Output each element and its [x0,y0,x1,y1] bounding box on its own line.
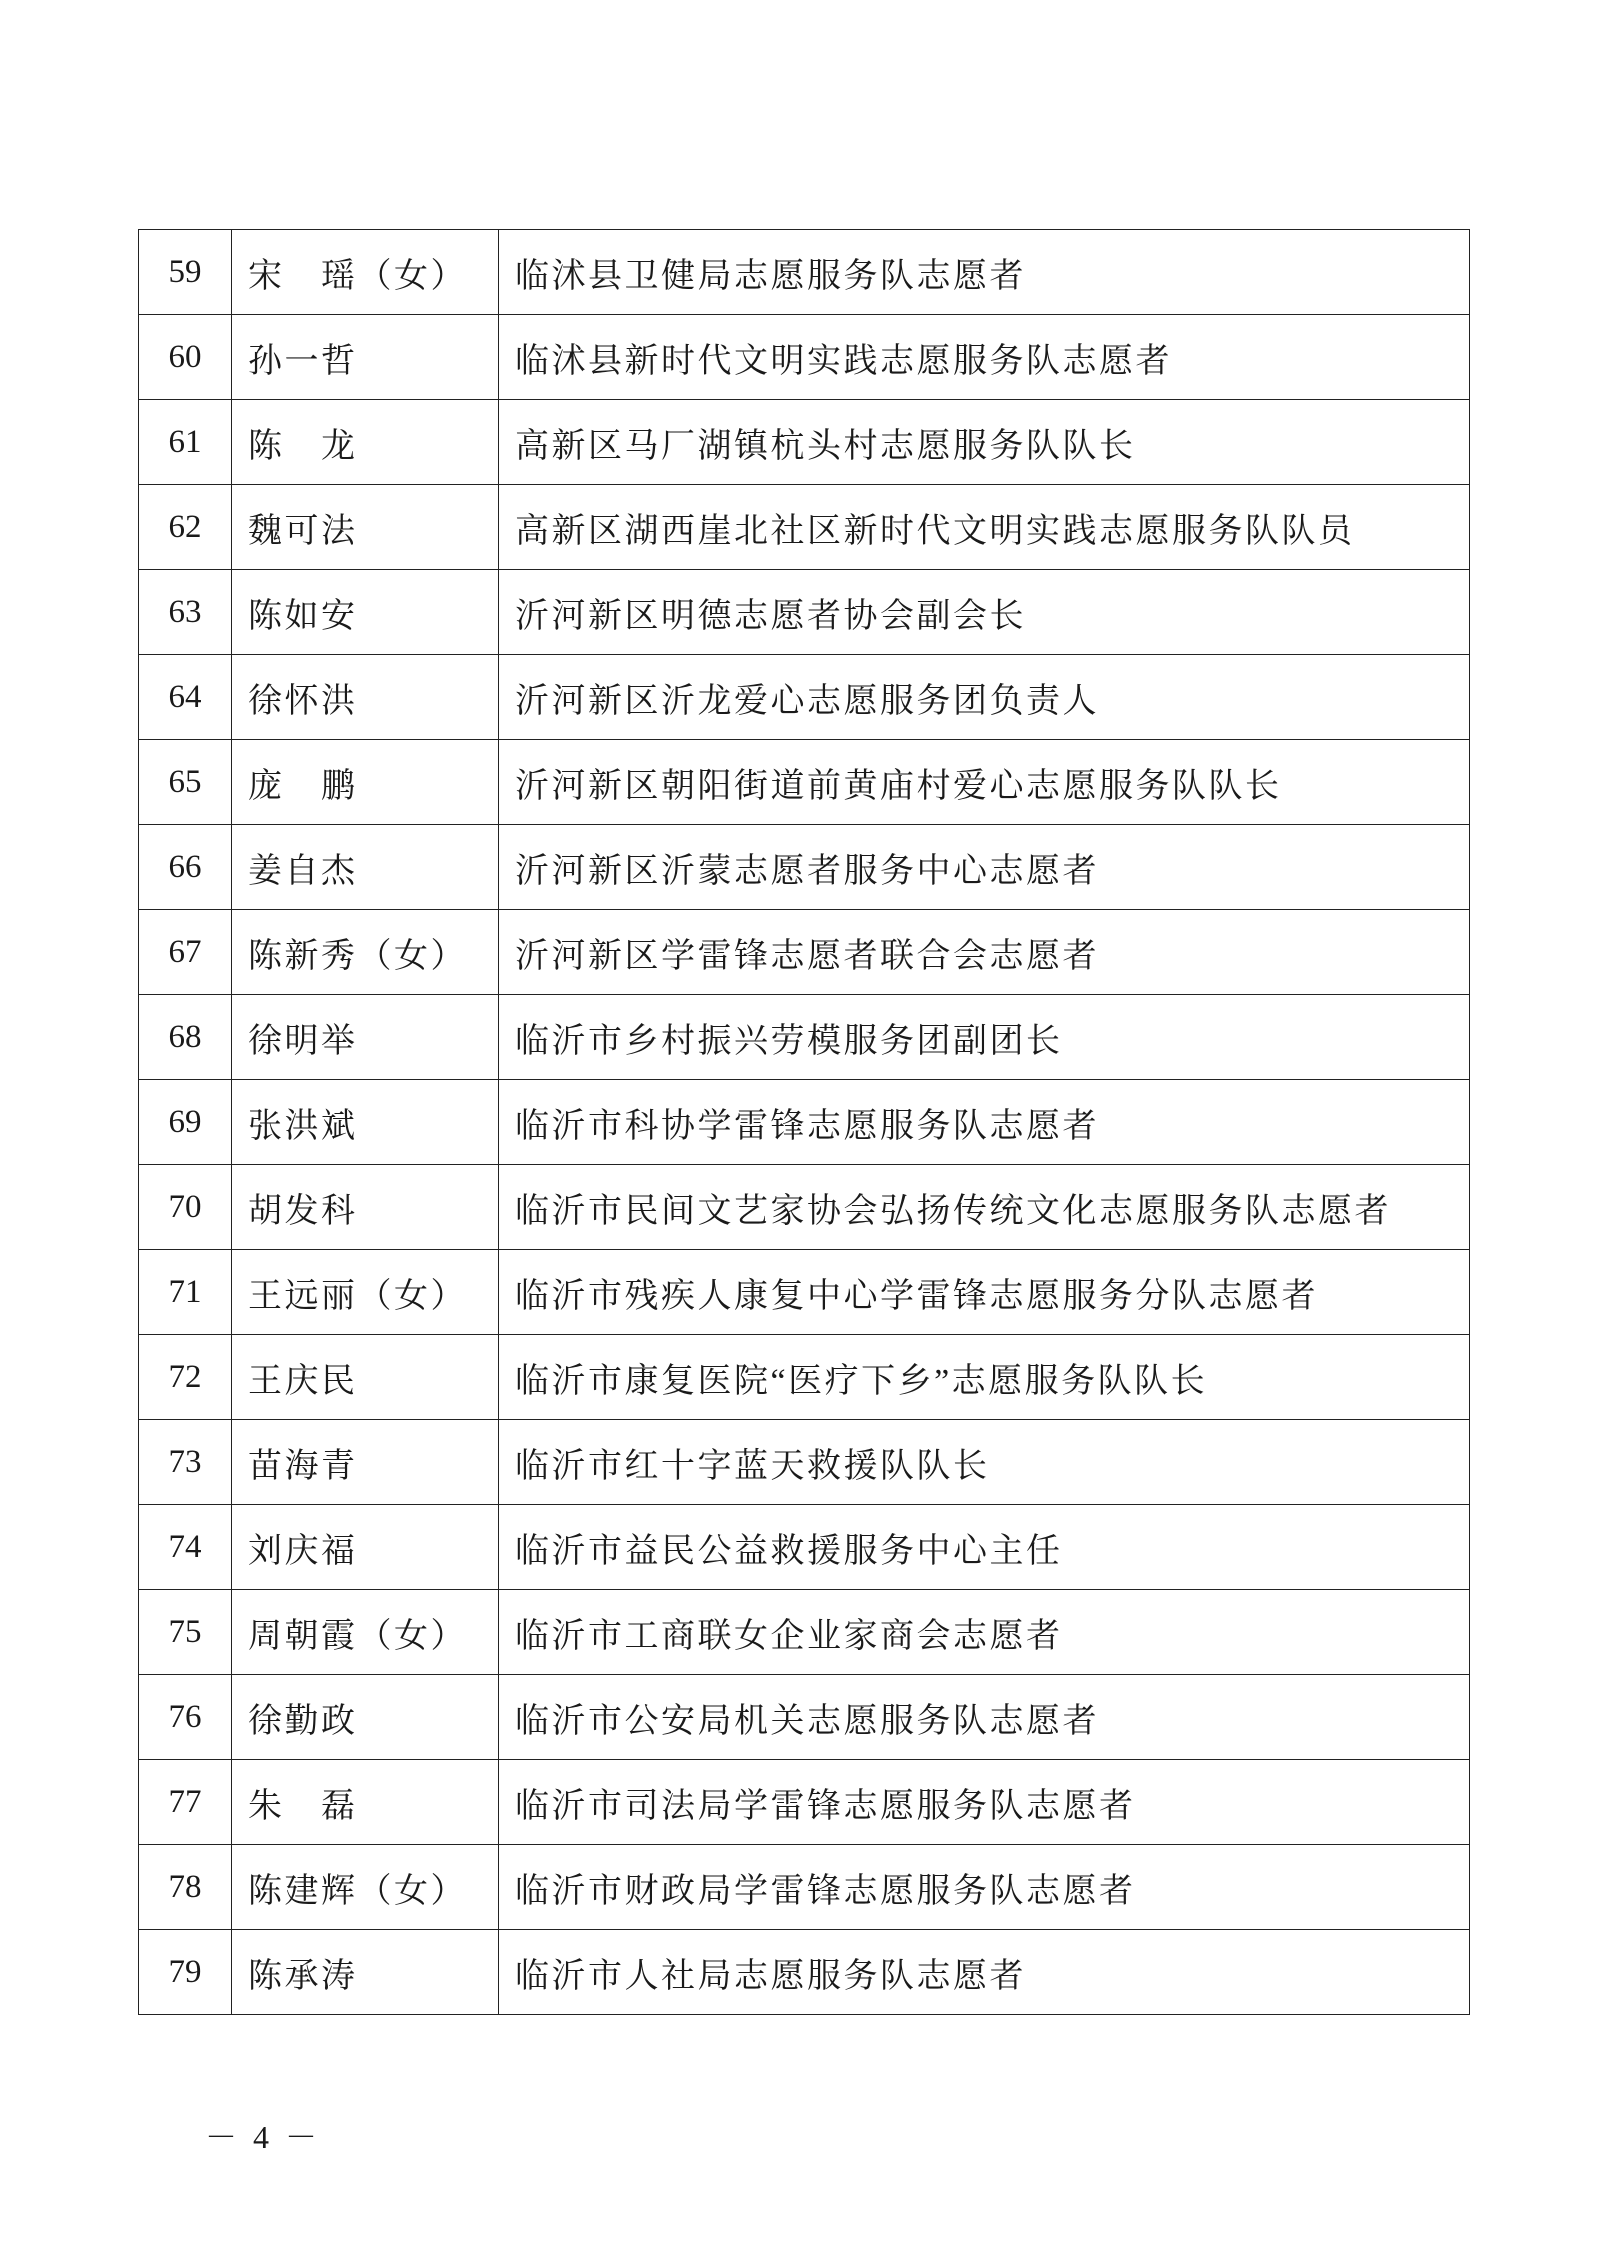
person-name: 陈建辉（女） [232,1845,499,1930]
person-position: 临沂市工商联女企业家商会志愿者 [499,1590,1470,1675]
person-position: 沂河新区沂蒙志愿者服务中心志愿者 [499,825,1470,910]
table-row [139,1675,1470,1760]
row-number: 79 [139,1930,232,2015]
table-row [139,315,1470,400]
table-row [139,570,1470,655]
row-number: 71 [139,1250,232,1335]
row-number: 68 [139,995,232,1080]
row-number: 67 [139,910,232,995]
person-position: 高新区马厂湖镇杭头村志愿服务队队长 [499,400,1470,485]
person-name: 庞 鹏 [232,740,499,825]
person-position: 临沂市财政局学雷锋志愿服务队志愿者 [499,1845,1470,1930]
row-number: 65 [139,740,232,825]
person-position: 临沂市民间文艺家协会弘扬传统文化志愿服务队志愿者 [499,1165,1470,1250]
table-row [139,740,1470,825]
person-position: 临沂市乡村振兴劳模服务团副团长 [499,995,1470,1080]
person-name: 姜自杰 [232,825,499,910]
row-number: 76 [139,1675,232,1760]
person-name: 宋 瑶（女） [232,230,499,315]
row-number: 63 [139,570,232,655]
row-number: 72 [139,1335,232,1420]
table-row [139,910,1470,995]
person-position: 临沂市公安局机关志愿服务队志愿者 [499,1675,1470,1760]
table-row [139,1930,1470,2015]
row-number: 75 [139,1590,232,1675]
table-row [139,825,1470,910]
person-name: 陈承涛 [232,1930,499,2015]
person-position: 临沂市科协学雷锋志愿服务队志愿者 [499,1080,1470,1165]
person-position: 临沂市益民公益救援服务中心主任 [499,1505,1470,1590]
table-row [139,400,1470,485]
person-name: 周朝霞（女） [232,1590,499,1675]
table-row [139,1080,1470,1165]
row-number: 62 [139,485,232,570]
person-position: 沂河新区学雷锋志愿者联合会志愿者 [499,910,1470,995]
row-number: 69 [139,1080,232,1165]
table-row [139,1165,1470,1250]
row-number: 66 [139,825,232,910]
table-row [139,230,1470,315]
person-name: 徐明举 [232,995,499,1080]
person-name: 朱 磊 [232,1760,499,1845]
table-row [139,1505,1470,1590]
row-number: 73 [139,1420,232,1505]
person-position: 沂河新区朝阳街道前黄庙村爱心志愿服务队队长 [499,740,1470,825]
row-number: 61 [139,400,232,485]
table-row [139,1335,1470,1420]
row-number: 60 [139,315,232,400]
table-row [139,1760,1470,1845]
row-number: 74 [139,1505,232,1590]
person-position: 临沂市残疾人康复中心学雷锋志愿服务分队志愿者 [499,1250,1470,1335]
person-name: 苗海青 [232,1420,499,1505]
table-row [139,1845,1470,1930]
table-row [139,655,1470,740]
row-number: 59 [139,230,232,315]
row-number: 64 [139,655,232,740]
person-name: 陈 龙 [232,400,499,485]
person-position: 临沭县卫健局志愿服务队志愿者 [499,230,1470,315]
person-name: 孙一哲 [232,315,499,400]
person-position: 临沂市康复医院“医疗下乡”志愿服务队队长 [499,1335,1470,1420]
table-row [139,1250,1470,1335]
table-row [139,995,1470,1080]
person-position: 沂河新区沂龙爱心志愿服务团负责人 [499,655,1470,740]
person-position: 临沂市司法局学雷锋志愿服务队志愿者 [499,1760,1470,1845]
table-row [139,1420,1470,1505]
person-name: 徐怀洪 [232,655,499,740]
person-name: 王庆民 [232,1335,499,1420]
row-number: 77 [139,1760,232,1845]
person-name: 张洪斌 [232,1080,499,1165]
person-position: 临沂市人社局志愿服务队志愿者 [499,1930,1470,2015]
person-name: 胡发科 [232,1165,499,1250]
person-name: 刘庆福 [232,1505,499,1590]
person-name: 陈新秀（女） [232,910,499,995]
volunteer-list-table [138,229,1470,2015]
person-position: 临沂市红十字蓝天救援队队长 [499,1420,1470,1505]
row-number: 78 [139,1845,232,1930]
person-position: 临沭县新时代文明实践志愿服务队志愿者 [499,315,1470,400]
person-position: 沂河新区明德志愿者协会副会长 [499,570,1470,655]
person-name: 王远丽（女） [232,1250,499,1335]
table-row [139,485,1470,570]
person-name: 陈如安 [232,570,499,655]
row-number: 70 [139,1165,232,1250]
person-position: 高新区湖西崖北社区新时代文明实践志愿服务队队员 [499,485,1470,570]
person-name: 徐勤政 [232,1675,499,1760]
page-number: － 4 － [205,2119,322,2155]
person-name: 魏可法 [232,485,499,570]
table-row [139,1590,1470,1675]
